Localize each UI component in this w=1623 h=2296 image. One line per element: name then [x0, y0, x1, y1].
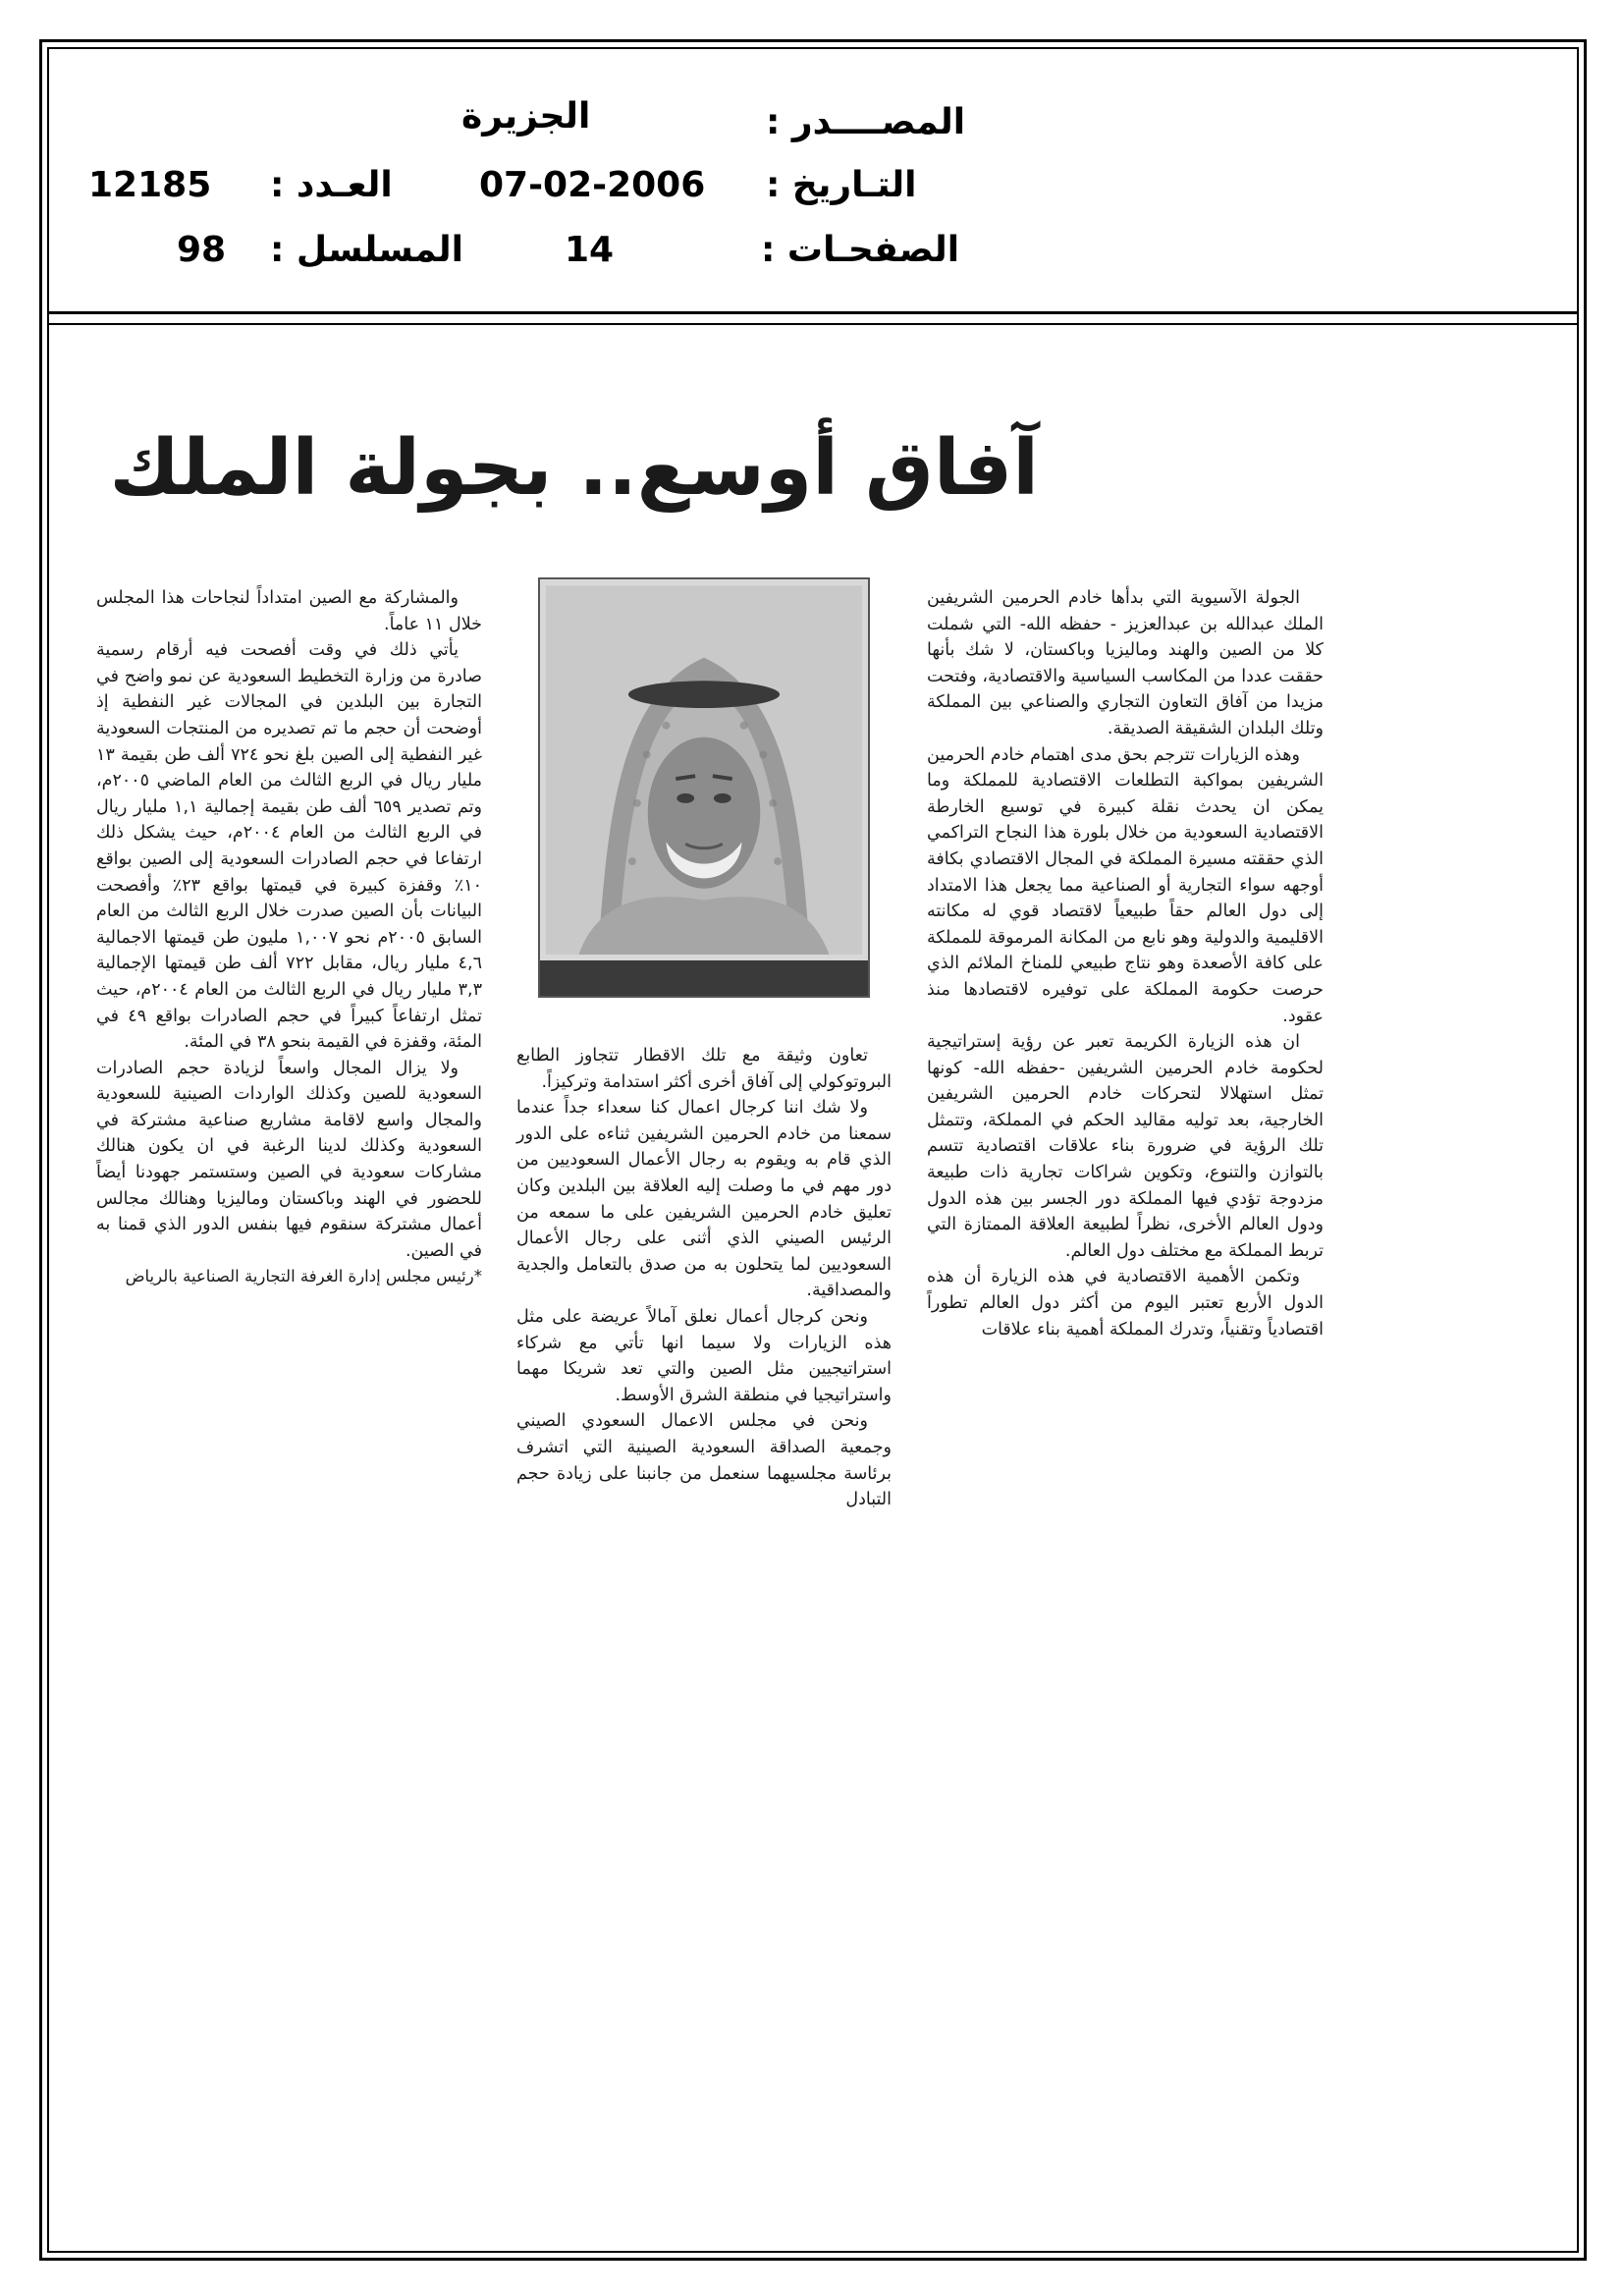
pages-value: 14 — [565, 230, 615, 270]
source-value: الجزيرة — [461, 96, 591, 137]
issue-value: 12185 — [88, 165, 212, 205]
paragraph: ونحن في مجلس الاعمال السعودي الصيني وجمعية الصداقة السعودية الصينية التي اتشرف برئاسة مجلسيهما سنعمل من جانبنا على زيادة حجم التبادل — [516, 1411, 892, 1510]
header-divider — [47, 311, 1579, 314]
header-divider-inner — [47, 323, 1579, 325]
paragraph: ولا يزال المجال واسعاً لزيادة حجم الصادرات السعودية للصين وكذلك الواردات الصينية للسعودية والمجال واسع لاقامة مشاريع صناعية مشتركة في السعودية وكذلك لدينا الرغبة في ان يكون هنالك مشاركات سعودية في الصين وستستمر جهودنا أيضاً للحضور في الهند وباكستان وماليزيا وهنالك مجالس أعمال مشتركة سنقوم فيها بنفس الدور الذي قمنا به في الصين. — [96, 1058, 482, 1261]
serial-label: المسلسل : — [270, 230, 464, 270]
article-headline: آفاق أوسع.. بجولة الملك — [109, 424, 1039, 513]
portrait-photo — [538, 577, 870, 998]
paragraph: يأتي ذلك في وقت أفصحت فيه أرقام رسمية صادرة من وزارة التخطيط السعودية عن نمو واضح في التجارة بين البلدين في المجالات غير النفطية إذ أوضحت أن حجم ما تم تصديره من المنتجات السعودية غير النفطية إلى الصين بلغ نحو ٧٢٤ ألف طن بقيمة ١٣ مليار ريال في الربع الثالث من العام الماضي ٢٠٠٥م، وتم تصدير ٦٥٩ ألف طن بقيمة إجمالية ١,١ مليار ريال في الربع الثالث من العام ٢٠٠٤م، حيث يشكل ذلك ارتفاعا في حجم الصادرات السعودية إلى الصين بواقع ١٠٪ وقفزة كبيرة في قيمتها بواقع ٢٣٪ وأفصحت البيانات بأن الصين صدرت خلال الربع الثالث من العام السابق ٢٠٠٥م نحو ١,٠٠٧ مليون طن قيمتها الاجمالية ٤,٦ مليار ريال، مقابل ٧٢٢ ألف طن قيمتها الإجمالية ٣,٣ مليار ريال في الربع الثالث من العام ٢٠٠٤م، حيث تمثل ارتفاعاً كبيراً في حجم الصادرات بواقع ٤٩ في المئة، وقفزة في القيمة بنحو ٣٨ في المئة. — [96, 640, 483, 1053]
paragraph: وتكمن الأهمية الاقتصادية في هذه الزيارة أن هذه الدول الأربع تعتبر اليوم من أكثر دول العالم تطوراً اقتصادياً وتقنياً، وتدرك المملكة أهمية بناء علاقات — [927, 1267, 1324, 1339]
serial-value: 98 — [177, 230, 227, 270]
date-value: 07-02-2006 — [479, 165, 706, 205]
photo-caption — [540, 960, 868, 996]
paragraph: ونحن كرجال أعمال نعلق آمالاً عريضة على مثل هذه الزيارات ولا سيما انها تأتي مع شركاء استراتيجيين مثل الصين والتي تعد شريكا مهما واستراتيجيا في منطقة الشرق الأوسط. — [516, 1306, 892, 1405]
paragraph: تعاون وثيقة مع تلك الاقطار تتجاوز الطابع البروتوكولي إلى آفاق أخرى أكثر استدامة وتركيزاً. — [516, 1046, 892, 1092]
date-label: التـاريخ : — [766, 165, 917, 205]
article-column-right — [927, 585, 1324, 1342]
portrait-image — [540, 579, 868, 996]
source-label: المصــــدر : — [766, 102, 966, 142]
article-column-left — [96, 585, 482, 1289]
paragraph: والمشاركة مع الصين امتداداً لنجاحات هذا المجلس خلال ١١ عاماً. — [96, 588, 482, 634]
author-signature: *رئيس مجلس إدارة الغرفة التجارية الصناعية بالرياض — [125, 1267, 482, 1286]
pages-label: الصفحـات : — [761, 230, 960, 270]
paragraph: وهذه الزيارات تترجم بحق مدى اهتمام خادم الحرمين الشريفين بمواكبة التطلعات الاقتصادية للمملكة وما يمكن ان يحدث نقلة كبيرة في توسيع الخارطة الاقتصادية السعودية من خلال بلورة هذا النجاح التراكمي الذي حققته مسيرة المملكة في المجال الاقتصادي بكافة أوجهه سواء التجارية أو الصناعية مما يجعل هذا الامتداد إلى دول العالم حقاً طبيعياً لاقتصاد قوي له مكانته الاقليمية والدولية وهو نابع من المكانة المرموقة للمملكة على كافة الأصعدة وهو نتاج طبيعي للمناخ الملائم الذي حرصت حكومة المملكة على توفيره لاقتصادها منذ عقود. — [927, 744, 1324, 1026]
paragraph: الجولة الآسيوية التي بدأها خادم الحرمين الشريفين الملك عبدالله بن عبدالعزيز - حفظه الله- التي شملت كلا من الصين والهند وماليزيا وباكستان، لا شك بأنها حققت عددا من المكاسب السياسية والاقتصادية، وفتحت مزيدا من آفاق التعاون التجاري والصناعي بين المملكة وتلك البلدان الشقيقة الصديقة. — [927, 588, 1324, 738]
newspaper-clipping — [96, 420, 1324, 1687]
paragraph: ان هذه الزيارة الكريمة تعبر عن رؤية إستراتيجية لحكومة خادم الحرمين الشريفين -حفظه الله- كونها تمثل استهلالا لتحركات خادم الحرمين الشريفين الخارجية، بعد توليه مقاليد الحكم في المملكة، وتتمثل تلك الرؤية في ضرورة بناء علاقات اقتصادية تتسم بالتوازن والتنوع، وتكوين شراكات تجارية ذات طبيعة مزدوجة تؤدي فيها المملكة دور الجسر بين هذه الدول ودول العالم الأخرى، نظراً لطبيعة العلاقة الممتازة التي تربط المملكة مع مختلف دول العالم. — [927, 1032, 1324, 1261]
issue-label: العـدد : — [270, 165, 393, 205]
article-column-middle — [516, 1043, 892, 1513]
paragraph: ولا شك اننا كرجال اعمال كنا سعداء جداً عندما سمعنا من خادم الحرمين الشريفين ثناءه على الدور الذي قام به ويقوم به رجال الأعمال السعوديين من دور مهم في ما وصلت إليه العلاقة بين البلدين وكان تعليق خادم الحرمين الشريفين على ما سمعه من الرئيس الصيني الذي أثنى على رجال الأعمال السعوديين لما يتحلون به من صدق بالتعامل والجدية والمصداقية. — [516, 1098, 892, 1301]
